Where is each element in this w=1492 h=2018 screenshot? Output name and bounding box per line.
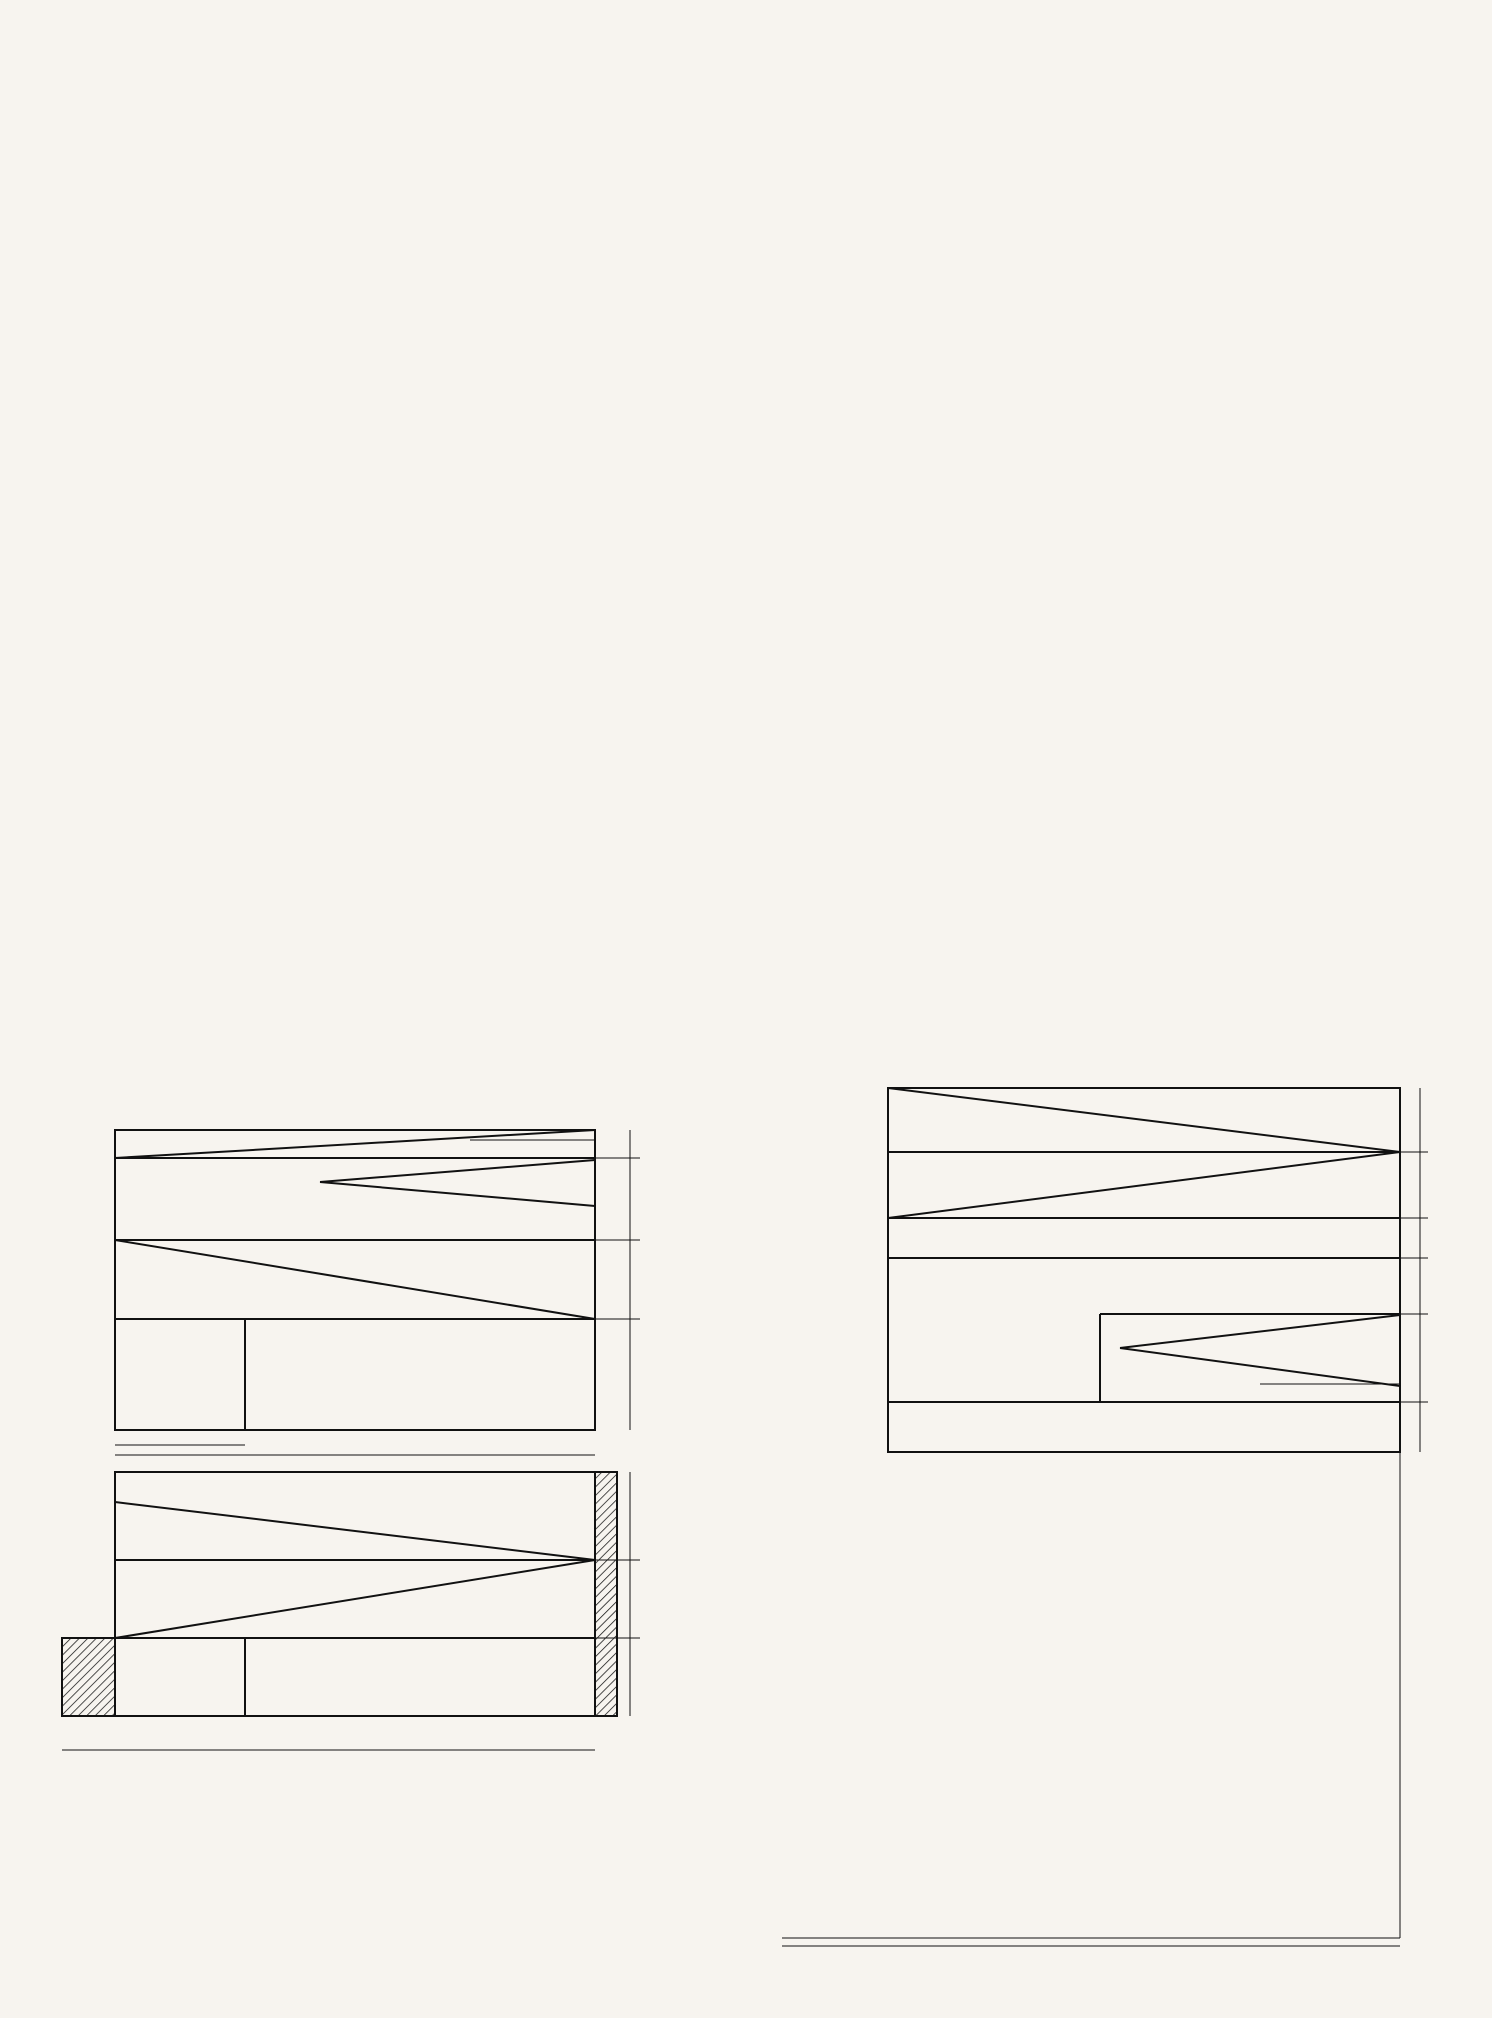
figure-105 bbox=[50, 1090, 670, 1790]
diagram-106a bbox=[888, 1088, 1428, 1452]
diagram-105a bbox=[115, 1130, 640, 1455]
figure-106 bbox=[700, 1058, 1440, 1970]
diagram-105b bbox=[62, 1472, 640, 1750]
